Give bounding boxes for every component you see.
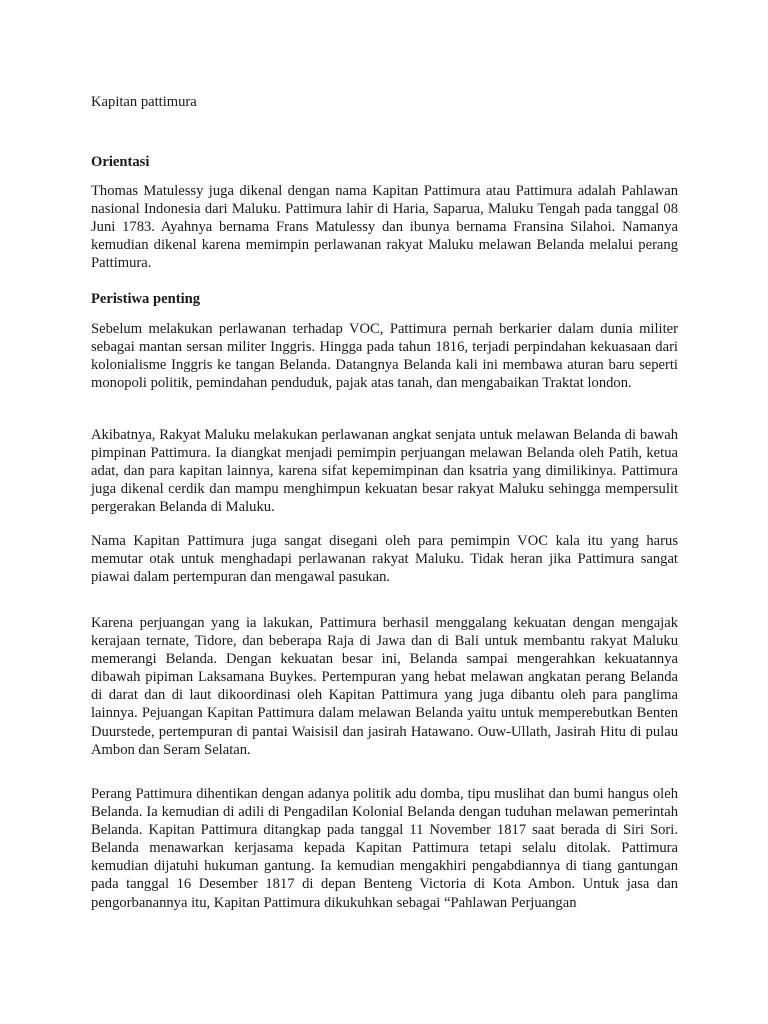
paragraph-peristiwa-3: Nama Kapitan Pattimura juga sangat disegani oleh para pemimpin VOC kala itu yang harus memutar otak untuk menghadapi perlawanan rakyat Maluku. Tidak heran jika Pattimura sangat piawai dalam pertempuran dan mengawal pasukan. [91,533,678,586]
paragraph-peristiwa-5: Perang Pattimura dihentikan dengan adanya politik adu domba, tipu muslihat dan bumi hangus oleh Belanda. Ia kemudian di adili di Pengadilan Kolonial Belanda dengan tuduhan melawan pemerintah Belanda. Kapitan Pattimura ditangkap pada tanggal 11 November 1817 saat berada di Siri Sori. Belanda menawarkan kerjasama kepada Kapitan Pattimura tetapi selalu ditolak. Pattimura kemudian dijatuhi hukuman gantung. Ia kemudian mengakhiri pengabdiannya di tiang gantungan pada tanggal 16 Desember 1817 di depan Benteng Victoria di Kota Ambon. Untuk jasa dan pengorbanannya itu, Kapitan Pattimura dikukuhkan sebagai “Pahlawan Perjuangan [91,786,678,911]
paragraph-peristiwa-2: Akibatnya, Rakyat Maluku melakukan perlawanan angkat senjata untuk melawan Belanda di bawah pimpinan Pattimura. Ia diangkat menjadi pemimpin perjuangan melawan Belanda oleh Patih, ketua adat, dan para kapitan lainnya, karena sifat kepemimpinan dan ksatria yang dimilikinya. Pattimura juga dikenal cerdik dan mampu menghimpun kekuatan besar rakyat Maluku sehingga mempersulit pergerakan Belanda di Maluku. [91,427,678,516]
document-title: Kapitan pattimura [91,94,197,110]
paragraph-orientasi: Thomas Matulessy juga dikenal dengan nama Kapitan Pattimura atau Pattimura adalah Pahlawan nasional Indonesia dari Maluku. Pattimura lahir di Haria, Saparua, Maluku Tengah pada tanggal 08 Juni 1783. Ayahnya bernama Frans Matulessy dan ibunya bernama Fransina Silahoi. Namanya kemudian dikenal karena memimpin perlawanan rakyat Maluku melawan Belanda melalui perang Pattimura. [91,183,678,272]
section-heading-orientasi: Orientasi [91,154,150,170]
section-heading-peristiwa-penting: Peristiwa penting [91,291,201,307]
paragraph-peristiwa-1: Sebelum melakukan perlawanan terhadap VOC, Pattimura pernah berkarier dalam dunia militer sebagai mantan sersan militer Inggris. Hingga pada tahun 1816, terjadi perpindahan kekuasaan dari kolonialisme Inggris ke tangan Belanda. Datangnya Belanda kali ini membawa aturan baru seperti monopoli politik, pemindahan penduduk, pajak atas tanah, dan mengabaikan Traktat london. [91,321,678,392]
paragraph-peristiwa-4: Karena perjuangan yang ia lakukan, Pattimura berhasil menggalang kekuatan dengan mengajak kerajaan ternate, Tidore, dan beberapa Raja di Jawa dan di Bali untuk membantu rakyat Maluku memerangi Belanda. Dengan kekuatan besar ini, Belanda sampai mengerahkan kekuatannya dibawah pipiman Laksamana Buykes. Pertempuran yang hebat melawan angkatan perang Belanda di darat dan di laut dikoordinasi oleh Kapitan Pattimura yang juga dibantu oleh para panglima lainnya. Pejuangan Kapitan Pattimura dalam melawan Belanda yaitu untuk memperebutkan Benten Duurstede, pertempuran di pantai Waisisil dan jasirah Hatawano. Ouw-Ullath, Jasirah Hitu di pulau Ambon dan Seram Selatan. [91,615,678,758]
